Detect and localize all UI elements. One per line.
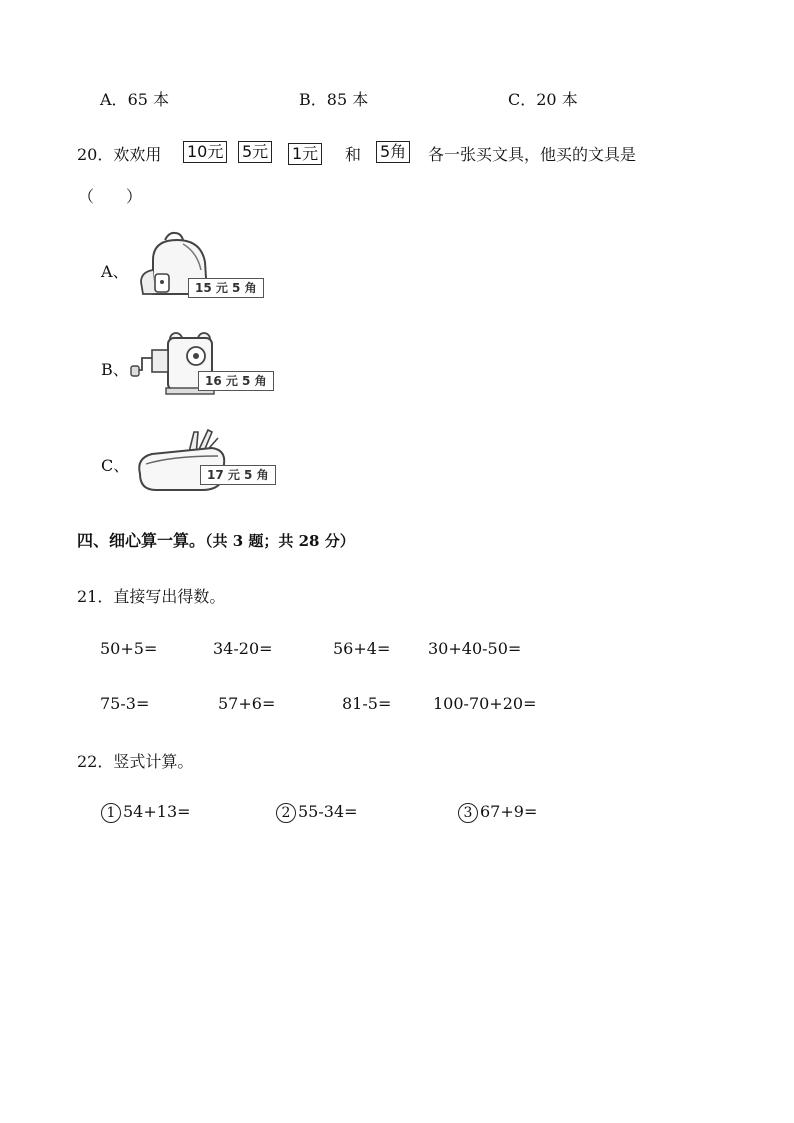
calc-item: 100-70+20= bbox=[433, 694, 537, 713]
question-text: 竖式计算。 bbox=[113, 752, 194, 771]
calc-expression: 67+9= bbox=[480, 802, 538, 821]
calc-item: 56+4= bbox=[333, 639, 391, 658]
option-a bbox=[100, 87, 169, 110]
question-number: 20． bbox=[77, 145, 114, 164]
calc-item: 50+5= bbox=[100, 639, 158, 658]
option-b-letter: B、 bbox=[101, 360, 129, 379]
option-b bbox=[299, 87, 368, 110]
answer-blank: （ ） bbox=[78, 187, 143, 206]
and-text: 和 bbox=[345, 145, 362, 164]
vertical-calc-item bbox=[458, 802, 537, 823]
question-text: 欢欢用 bbox=[113, 145, 162, 164]
banknote-10: 10元 bbox=[183, 141, 227, 163]
option-a-letter: A、 bbox=[101, 262, 129, 281]
section-meta: （共 3 题；共 28 分） bbox=[205, 532, 355, 550]
calc-item: 81-5= bbox=[342, 694, 392, 713]
section-title: 四、细心算一算。 bbox=[77, 531, 206, 550]
price-tag-a: 15 元 5 角 bbox=[188, 278, 264, 298]
banknote-1: 1元 bbox=[288, 143, 322, 165]
calc-item: 57+6= bbox=[218, 694, 276, 713]
question-number: 21． bbox=[77, 587, 114, 606]
option-letter: B． bbox=[299, 90, 327, 109]
price-tag-c: 17 元 5 角 bbox=[200, 465, 276, 485]
calc-item: 30+40-50= bbox=[428, 639, 522, 658]
question-21-stem bbox=[77, 584, 225, 607]
question-text-suffix: 各一张买文具，他买的文具是 bbox=[428, 145, 637, 164]
option-text: 65 本 bbox=[127, 90, 170, 109]
option-c bbox=[508, 87, 578, 110]
option-text: 20 本 bbox=[536, 90, 578, 109]
section-header bbox=[77, 528, 355, 551]
option-c-letter: C、 bbox=[101, 456, 130, 475]
calc-item: 34-20= bbox=[213, 639, 273, 658]
vertical-calc-item bbox=[276, 802, 358, 823]
coin-note-5jiao: 5角 bbox=[376, 141, 410, 163]
question-number: 22． bbox=[77, 752, 114, 771]
circled-number: 3 bbox=[458, 803, 478, 823]
banknote-5: 5元 bbox=[238, 141, 272, 163]
question-20-stem bbox=[77, 142, 161, 165]
calc-expression: 55-34= bbox=[298, 802, 358, 821]
option-letter: C． bbox=[508, 90, 537, 109]
price-tag-b: 16 元 5 角 bbox=[198, 371, 274, 391]
question-text: 直接写出得数。 bbox=[113, 587, 226, 606]
option-text: 85 本 bbox=[326, 90, 369, 109]
circled-number: 2 bbox=[276, 803, 296, 823]
question-22-stem bbox=[77, 749, 193, 772]
calc-item: 75-3= bbox=[100, 694, 150, 713]
vertical-calc-item bbox=[101, 802, 191, 823]
circled-number: 1 bbox=[101, 803, 121, 823]
calc-expression: 54+13= bbox=[123, 802, 191, 821]
option-letter: A． bbox=[100, 90, 128, 109]
